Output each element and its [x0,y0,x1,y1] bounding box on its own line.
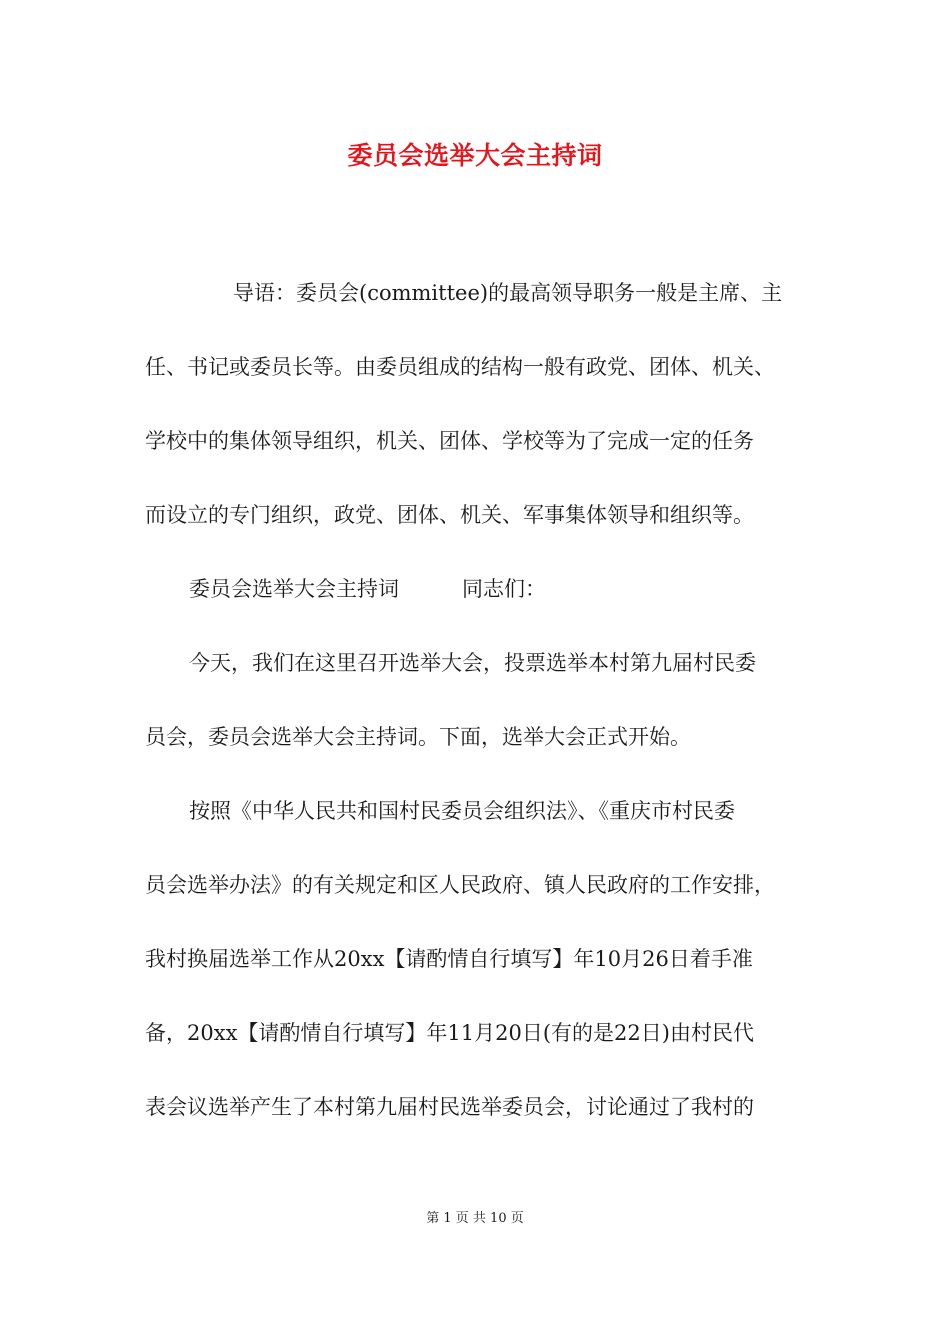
paragraph-line: 按照《中华人民共和国村民委员会组织法》、《重庆市村民委 [189,799,735,823]
paragraph-line: 而设立的专门组织，政党、团体、机关、军事集体领导和组织等。 [145,503,754,527]
paragraph-line: 我村换届选举工作从20xx【请酌情自行填写】年10月26日着手准 [145,947,753,971]
paragraph-line: 学校中的集体领导组织，机关、团体、学校等为了完成一定的任务 [145,429,754,453]
paragraph-line: 备，20xx【请酌情自行填写】年11月20日(有的是22日)由村民代 [145,1021,754,1045]
page-number-footer: 第 1 页 共 10 页 [426,1211,524,1226]
paragraph-line: 委员会选举大会主持词 同志们： [189,577,546,601]
paragraph-line: 任、书记或委员长等。由委员组成的结构一般有政党、团体、机关、 [145,355,775,379]
document-title: 委员会选举大会主持词 [347,141,603,170]
paragraph-line: 今天，我们在这里召开选举大会，投票选举本村第九届村民委 [189,651,756,675]
paragraph-line: 导语：委员会(committee)的最高领导职务一般是主席、主 [233,281,783,305]
paragraph-line: 表会议选举产生了本村第九届村民选举委员会，讨论通过了我村的 [145,1095,754,1119]
paragraph-line: 员会，委员会选举大会主持词。下面，选举大会正式开始。 [145,725,691,749]
paragraph-line: 员会选举办法》的有关规定和区人民政府、镇人民政府的工作安排， [145,873,775,897]
